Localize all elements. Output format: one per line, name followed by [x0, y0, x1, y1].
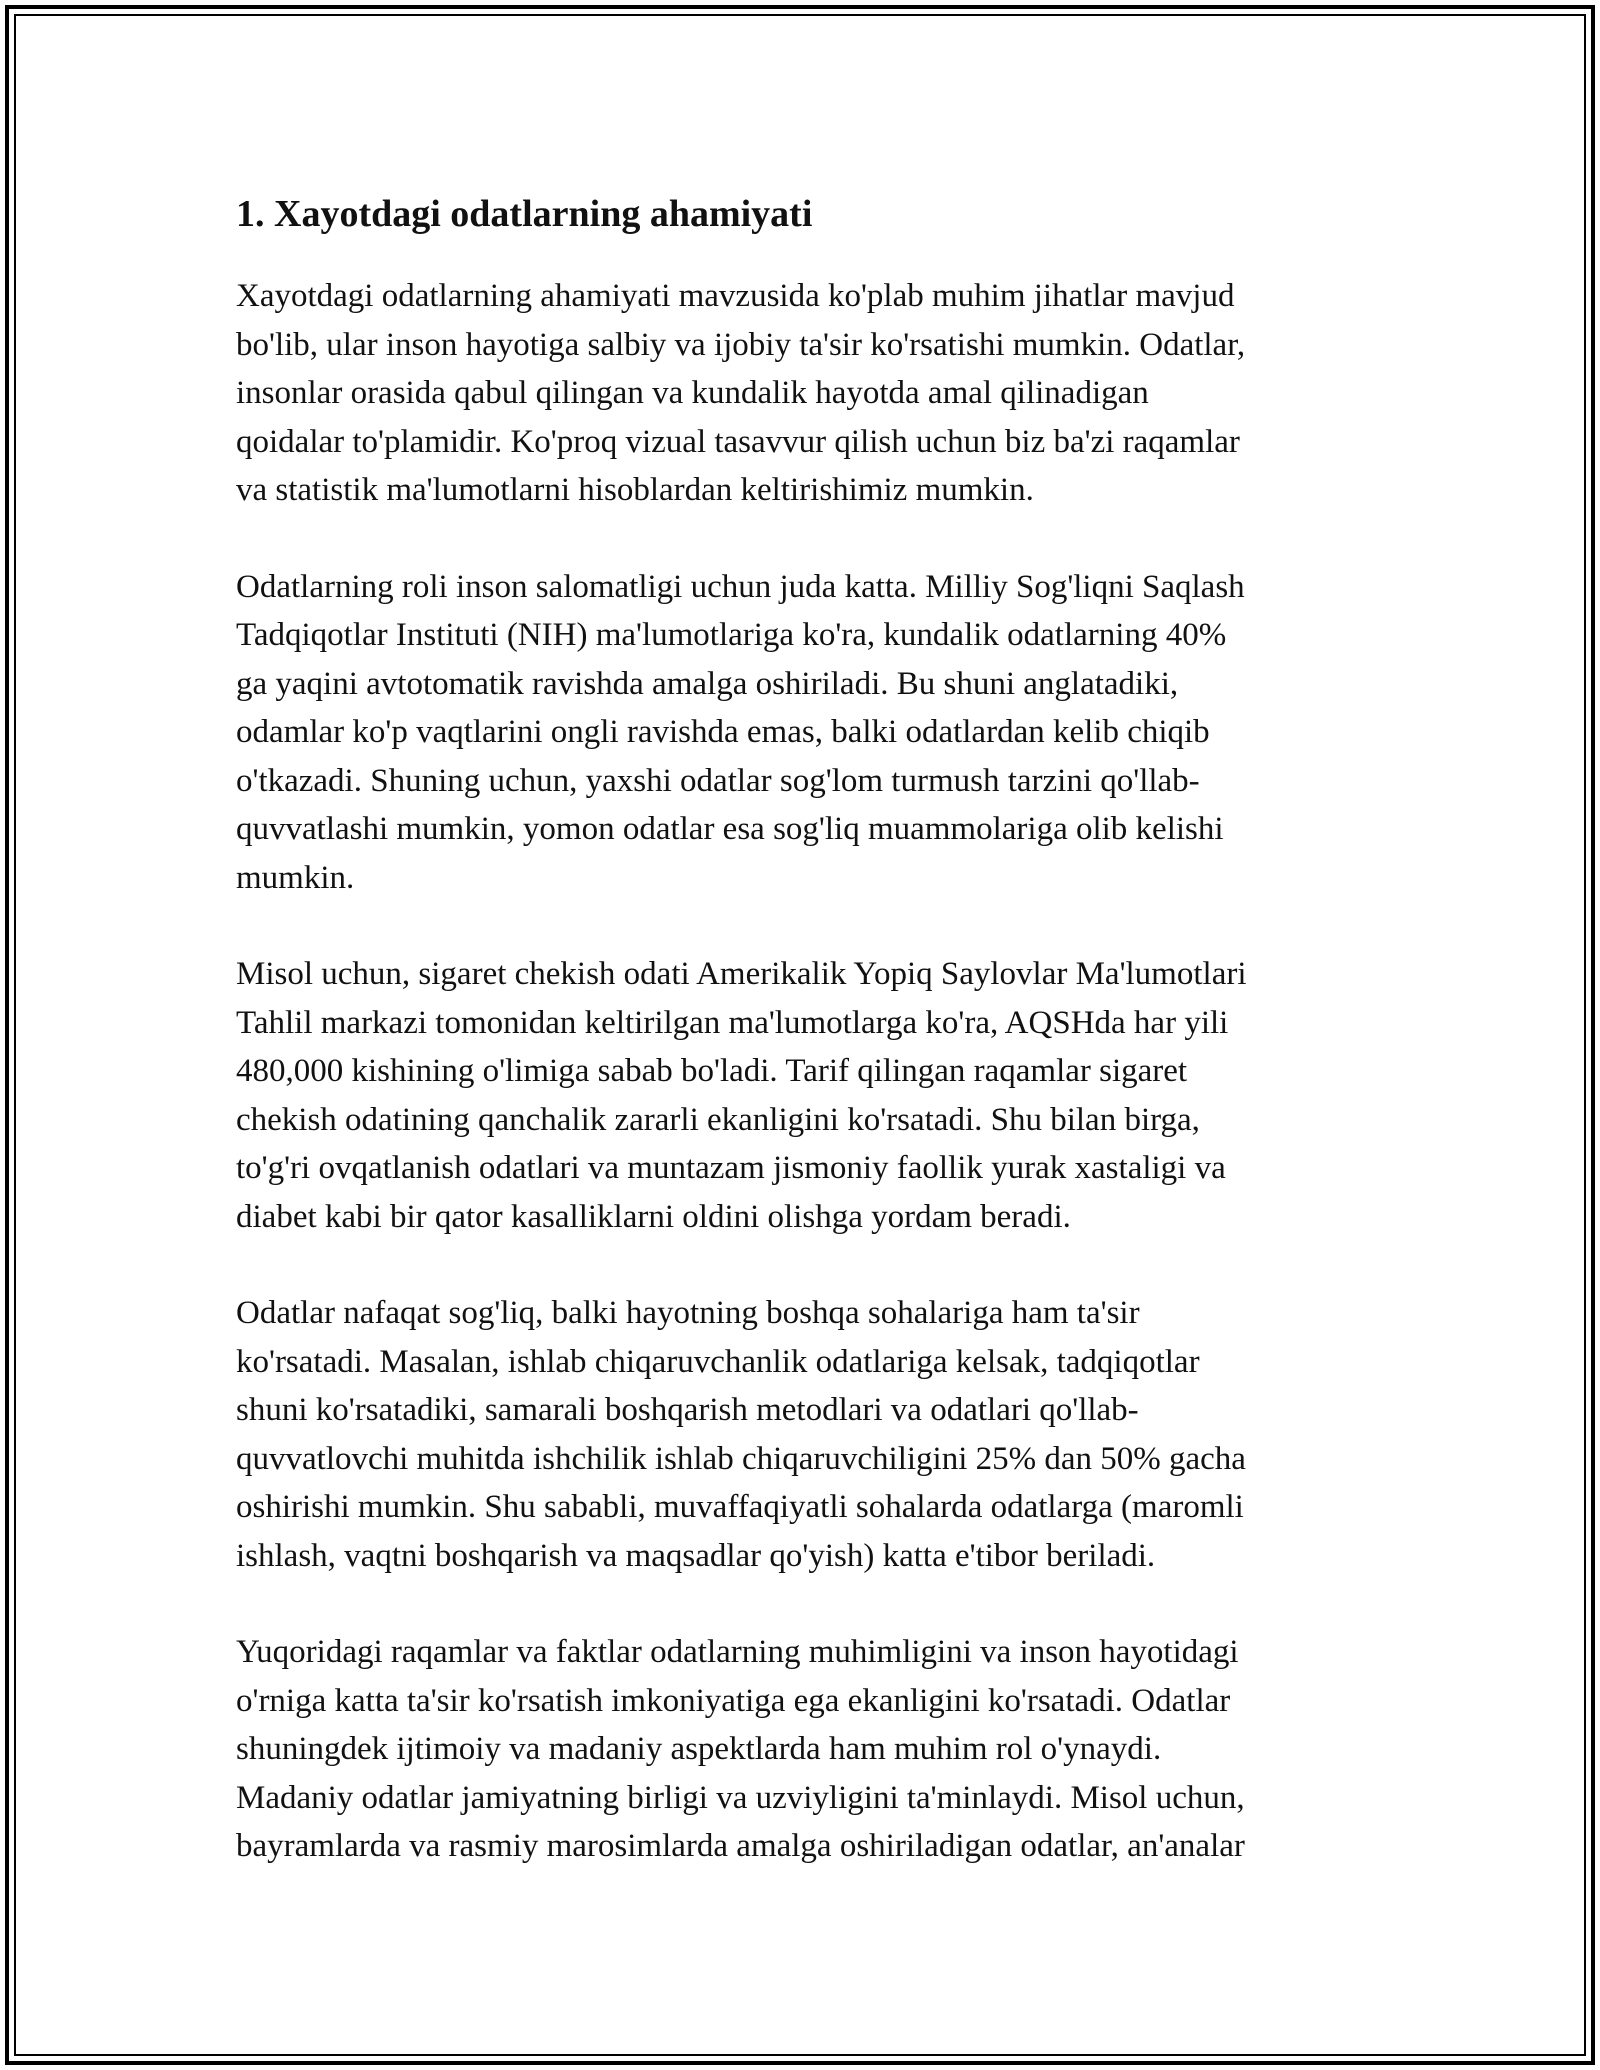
paragraph-list: [236, 272, 1376, 1871]
paragraph: [236, 1289, 1376, 1580]
paragraph: [236, 272, 1376, 515]
text-line: to'g'ri ovqatlanish odatlari va muntazam jismoniy faollik yurak xastaligi va: [236, 1150, 1226, 1186]
text-line: ko'rsatadi. Masalan, ishlab chiqaruvchanlik odatlariga kelsak, tadqiqotlar: [236, 1343, 1200, 1380]
text-line: 480,000 kishining o'limiga sabab bo'ladi. Tarif qilingan raqamlar sigaret: [236, 1053, 1188, 1089]
text-line: bo'lib, ular inson hayotiga salbiy va ijobiy ta'sir ko'rsatishi mumkin. Odatlar,: [236, 326, 1246, 363]
text-line: ga yaqini avtotomatik ravishda amalga oshiriladi. Bu shuni anglatadiki,: [236, 665, 1179, 702]
text-line: chekish odatining qanchalik zararli ekanligini ko'rsatadi. Shu bilan birga,: [236, 1101, 1200, 1138]
text-line: odamlar ko'p vaqtlarini ongli ravishda emas, balki odatlardan kelib chiqib: [236, 714, 1210, 750]
text-line: shuningdek ijtimoiy va madaniy aspektlarda ham muhim rol o'ynaydi.: [236, 1731, 1162, 1767]
text-line: Odatlar nafaqat sog'liq, balki hayotning boshqa sohalariga ham ta'sir: [236, 1295, 1140, 1331]
paragraph: [236, 563, 1376, 903]
text-line: o'tkazadi. Shuning uchun, yaxshi odatlar sog'lom turmush tarzini qo'llab-: [236, 762, 1200, 799]
text-line: Misol uchun, sigaret chekish odati Amerikalik Yopiq Saylovlar Ma'lumotlari: [236, 956, 1247, 992]
paragraph: [236, 1628, 1376, 1871]
text-line: Yuqoridagi raqamlar va faktlar odatlarning muhimligini va inson hayotidagi: [236, 1634, 1239, 1670]
text-line: insonlar orasida qabul qilingan va kundalik hayotda amal qilinadigan: [236, 375, 1149, 411]
text-line: Xayotdagi odatlarning ahamiyati mavzusida ko'plab muhim jihatlar mavjud: [236, 278, 1235, 314]
text-line: qoidalar to'plamidir. Ko'proq vizual tasavvur qilish uchun biz ba'zi raqamlar: [236, 423, 1240, 460]
text-line: quvvatlashi mumkin, yomon odatlar esa sog'liq muammolariga olib kelishi: [236, 811, 1224, 847]
section-heading: 1. Xayotdagi odatlarning ahamiyati: [236, 193, 813, 235]
text-line: mumkin.: [236, 859, 355, 896]
text-line: va statistik ma'lumotlarni hisoblardan keltirishimiz mumkin.: [236, 472, 1034, 508]
paragraph: [236, 950, 1376, 1241]
text-line: shuni ko'rsatadiki, samarali boshqarish metodlari va odatlari qo'llab-: [236, 1392, 1139, 1428]
text-line: Tahlil markazi tomonidan keltirilgan ma'lumotlarga ko'ra, AQSHda har yili: [236, 1004, 1229, 1041]
document-body: [236, 188, 1376, 1919]
text-line: Tadqiqotlar Instituti (NIH) ma'lumotlariga ko'ra, kundalik odatlarning 40%: [236, 617, 1227, 653]
text-line: o'rniga katta ta'sir ko'rsatish imkoniyatiga ega ekanligini ko'rsatadi. Odatlar: [236, 1682, 1231, 1719]
text-line: oshirishi mumkin. Shu sababli, muvaffaqiyatli sohalarda odatlarga (maromli: [236, 1489, 1244, 1525]
text-line: ishlash, vaqtni boshqarish va maqsadlar qo'yish) katta e'tibor beriladi.: [236, 1537, 1156, 1574]
text-line: bayramlarda va rasmiy marosimlarda amalga oshiriladigan odatlar, an'analar: [236, 1828, 1245, 1864]
text-line: Odatlarning roli inson salomatligi uchun juda katta. Milliy Sog'liqni Saqlash: [236, 568, 1245, 605]
text-line: quvvatlovchi muhitda ishchilik ishlab chiqaruvchiligini 25% dan 50% gacha: [236, 1440, 1246, 1477]
text-line: Madaniy odatlar jamiyatning birligi va uzviyligini ta'minlaydi. Misol uchun,: [236, 1779, 1245, 1816]
text-line: diabet kabi bir qator kasalliklarni oldini olishga yordam beradi.: [236, 1198, 1071, 1235]
